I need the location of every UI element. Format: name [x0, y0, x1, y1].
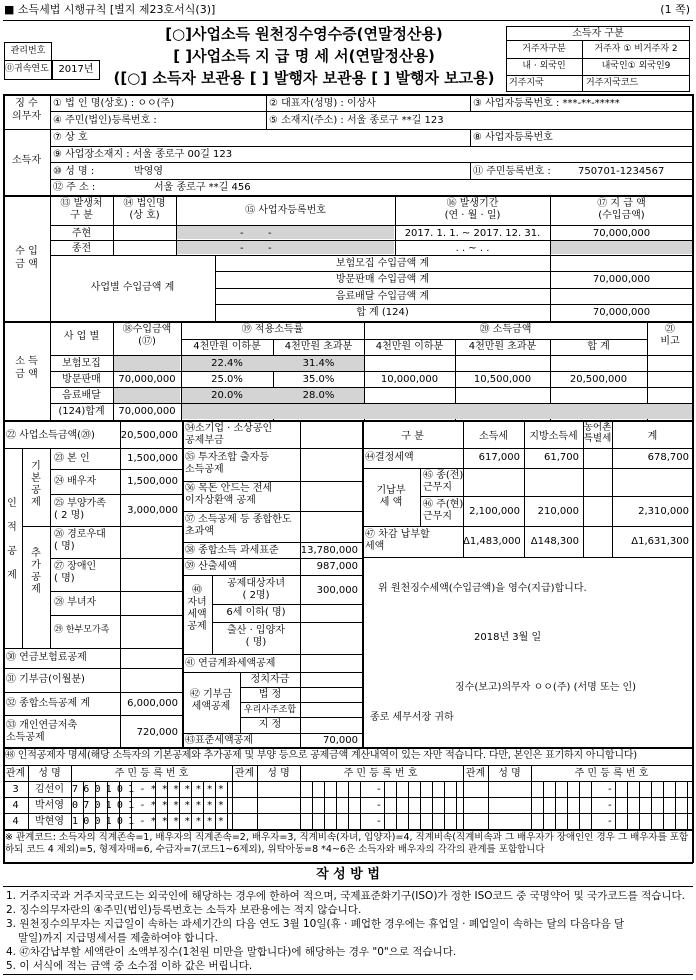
ourstock: 우리사주조합: [243, 705, 297, 715]
receipt-payer: 징수(보고)의무자 ㅇㅇ(주) (서명 또는 인): [455, 682, 637, 693]
foreign-label: 내 · 외국인: [522, 61, 566, 71]
dash: -: [240, 228, 244, 239]
col-h14: ⑭ 법인명 (상 호): [123, 198, 166, 221]
col-h21: ㉑ 비고: [660, 324, 680, 347]
col-h20a: 4천만원 이하분: [375, 341, 444, 352]
l25: ㉕ 부양가족 ( 2 명): [54, 498, 106, 521]
l28: ㉘ 부녀자: [54, 597, 97, 608]
l36: ㊱ 목돈 안드는 전세 이자상환액 공제: [185, 483, 273, 506]
col-h19: ⑲ 적용소득률: [241, 324, 304, 335]
instruction-item: 말일)까지 지급명세서를 제출하여야 합니다.: [18, 932, 219, 944]
l42: ㊷ 기부금 세액공제: [189, 689, 233, 712]
additional-deduction: 추 가 공 제: [31, 548, 41, 595]
dep-h-rel: 관계: [465, 768, 486, 779]
l23: ㉓ 본 인: [54, 453, 90, 464]
instruction-item: 1. 거주지국과 거주지국코드는 외국인에 해당하는 경우에 한하여 적으며, 국제표준화기구(ISO)가 정한 ISO코드 중 국명약어 및 국가코드를 적습니다.: [6, 890, 686, 902]
l47: ㊼ 차감 납부할 세액: [365, 529, 430, 552]
period-blank: . . ~ . .: [455, 243, 490, 254]
tax-row-rate1: 20.0%: [211, 390, 243, 401]
dep-h-id: 주 민 등 록 번 호: [343, 768, 418, 779]
tax-row-name: (124)합계: [58, 406, 105, 417]
dash: -: [268, 228, 272, 239]
tax-row-revenue: 70,000,000: [118, 374, 176, 385]
title-line-2: [ ]사업소득 지 급 명 세 서(연말정산용): [173, 47, 435, 65]
dep-dash: -: [377, 800, 381, 811]
v38: 13,780,000: [300, 545, 358, 556]
col-h16: ⑯ 발생기간 (연 · 월 · 일): [444, 198, 501, 221]
col-h19a: 4천만원 이하분: [193, 341, 261, 352]
h-local: 지방소득세: [529, 431, 578, 442]
l30: ㉚ 연금보험료공제: [6, 652, 87, 663]
current-amount: 70,000,000: [592, 228, 651, 239]
title-line-1: [○]사업소득 원천징수영수증(연말정산용): [165, 25, 443, 43]
dep-rel: 3: [12, 784, 19, 795]
l41: ㊶ 연금계좌세액공제: [185, 658, 276, 669]
birth-adoption: 출산 · 입양자 ( 명): [227, 625, 285, 648]
child-target: 공제대상자녀 ( 2명): [227, 578, 285, 601]
v47a: Δ1,483,000: [463, 536, 521, 547]
col-h13: ⑬ 발생처 구 분: [60, 198, 103, 221]
l39: ㊴ 산출세액: [185, 561, 237, 572]
v47b: Δ148,300: [530, 536, 579, 547]
tax-row-sum: 20,500,000: [569, 374, 628, 385]
dash: -: [268, 243, 272, 254]
earner-name-label: ⑩ 성 명 :: [53, 166, 95, 177]
instruction-item: 2. 징수의무자란의 ④주민(법인)등록번호는 소득자 보관용에는 적지 않습니다.: [6, 904, 362, 916]
tax-row-rate1: 22.4%: [211, 358, 243, 369]
dep-h-name: 성 명: [38, 768, 61, 779]
col-h18: ⑱수입금액 (⑰): [122, 324, 172, 347]
l33: ㉝ 개인연금저축 소득공제: [6, 720, 78, 743]
earner-name: 박영영: [134, 166, 163, 177]
l46: ㊻ 주(현) 근무지: [423, 499, 464, 522]
dash: -: [240, 243, 244, 254]
l44: ㊹결정세액: [365, 452, 414, 463]
title-line-3: ([○] 소득자 보관용 [ ] 발행자 보관용 [ ] 발행자 보고용): [113, 69, 495, 87]
tax-row-name: 방문판매: [62, 374, 101, 385]
insurance-revenue: 보험모집 수입금액 계: [335, 258, 430, 269]
earner-shop: ⑦ 상 호: [53, 132, 88, 143]
dependents-header: ㊽ 인적공제자 명세(해당 소득자의 기본공제와 추가공제 및 부양 등으로 공제금액 계산내역이 있는 자만 적습니다. 다만, 본인은 표기하지 아니합니다): [5, 750, 637, 761]
dairy-revenue: 음료배달 수입금액 계: [335, 291, 430, 302]
payer-biz-name: ① 법 인 명(상호) : ㅇㅇ(주): [53, 98, 175, 109]
col-h20: ⑳ 소득금액: [479, 324, 532, 335]
year-value: 2017년: [58, 64, 94, 75]
col-h20c: 합 계: [587, 341, 610, 352]
h-rural: 농어촌 특별세: [583, 422, 612, 444]
l32: ㉜ 종합소득공제 계: [6, 698, 90, 709]
dep-rel: 4: [12, 816, 19, 827]
tax-row-income2: 10,500,000: [473, 374, 532, 385]
v44a: 617,000: [478, 452, 520, 463]
form-header: ■ 소득세법 시행규칙 [별지 제23호서식(3)]: [4, 3, 216, 16]
dep-h-name: 성 명: [498, 768, 521, 779]
l27: ㉗ 장애인 ( 명): [54, 561, 97, 584]
v33: 720,000: [136, 727, 178, 738]
v43: 70,000: [323, 735, 358, 746]
v46a: 2,100,000: [469, 506, 520, 517]
page-number: (1 쪽): [660, 3, 690, 16]
v46d: 2,310,000: [638, 506, 689, 517]
dep-name: 박현영: [35, 816, 64, 827]
v44d: 678,700: [647, 452, 689, 463]
v24: 1,500,000: [127, 476, 178, 487]
instructions-title: 작 성 방 법: [316, 867, 380, 882]
dep-h-name: 성 명: [267, 768, 290, 779]
row-previous: 종전: [71, 243, 92, 254]
country-label: 거주지국: [509, 78, 544, 88]
paid-tax: 기납부 세 액: [376, 485, 406, 508]
l34: ㉞소기업 · 소상공인 공제부금: [185, 423, 273, 446]
year-label: ⓪귀속연도: [5, 64, 49, 74]
under6: 6세 이하( 명): [226, 607, 286, 618]
tax-section: 소 득 금 액: [15, 356, 38, 380]
dep-dash: -: [377, 784, 381, 795]
dep-h-rel: 관계: [5, 768, 26, 779]
dep-dash: -: [608, 816, 612, 827]
tax-row-rate2: 35.0%: [302, 374, 335, 385]
earner-addr: 서울 종로구 **길 456: [154, 182, 251, 193]
dep-id: 070101-*******: [72, 800, 230, 811]
dep-h-rel: 관계: [234, 768, 255, 779]
resident-label: 거주자구분: [522, 44, 566, 54]
l45: ㊺ 종(전) 근무지: [423, 470, 464, 493]
country-code-label: 거주지국코드: [586, 78, 639, 88]
payer-addr: ⑤ 소재지(주소) : 서울 종로구 **길 123: [269, 115, 444, 126]
tax-row-name: 음료배달: [62, 390, 101, 401]
resident-value: 거주자 ① 비거주자 2: [594, 44, 678, 54]
instruction-item: 5. 이 서식에 적는 금액 중 소수점 이하 값은 버립니다.: [6, 960, 253, 972]
instruction-item: 4. ㊼차감납부할 세액란이 소액부징수(1천원 미만을 말합니다)에 해당하는 경우 "0"으로 적습니다.: [6, 946, 457, 958]
col-h17: ⑰ 지 급 액 (수입금액): [597, 198, 646, 221]
earner-shop-addr: ⑨ 사업장소재지 : 서울 종로구 00길 123: [53, 149, 233, 160]
l31: ㉛ 기부금(이월분): [6, 674, 85, 685]
tax-row-rate2: 31.4%: [302, 358, 335, 369]
tax-row-revenue: 70,000,000: [118, 406, 176, 417]
basic-deduction: 기 본 공 제: [31, 461, 41, 508]
payer-reg-no: ③ 사업자등록번호 : ***-**-*****: [473, 98, 620, 109]
l37: ㊲ 소득공제 등 종합한도 초과액: [185, 514, 292, 537]
dep-h-id: 주 민 등 록 번 호: [114, 768, 189, 779]
tax-row-name: 보험모집: [62, 358, 101, 369]
v25: 3,000,000: [127, 505, 178, 516]
l26: ㉖ 경로우대 ( 명): [54, 529, 106, 552]
header-rule: [3, 20, 693, 21]
l29: ㉙ 한부모가족: [54, 625, 110, 635]
v22: 20,500,000: [120, 430, 178, 441]
dep-id: 760101-*******: [72, 784, 230, 795]
earner-addr-label: ⑫ 주 소 :: [53, 182, 96, 193]
period: 2017. 1. 1. ~ 2017. 12. 31.: [404, 228, 541, 239]
personal-deduction: 인 적 공 제: [7, 498, 17, 581]
political: 정치자금: [250, 674, 290, 685]
row-current: 주현: [71, 228, 92, 239]
payer-rep: ② 대표자(성명) : 이상사: [269, 98, 376, 109]
designated: 지 정: [258, 719, 282, 730]
earner-section: 소득자: [12, 155, 41, 166]
h-type: 구 분: [401, 431, 424, 442]
col-biz: 사 업 별: [63, 331, 100, 342]
v46b: 210,000: [537, 506, 579, 517]
l38: ㊳ 종합소득 과세표준: [185, 545, 279, 556]
l35: ㉟ 투자조합 출자등 소득공제: [185, 452, 269, 475]
col-h15: ⑮ 사업자등록번호: [245, 205, 326, 216]
dep-id: 100101-*******: [72, 816, 230, 827]
dep-rel: 4: [12, 800, 19, 811]
total-revenue: 합 계 (124): [356, 307, 409, 318]
income-section: 수 입 금 액: [15, 246, 38, 270]
tax-row-rate1: 25.0%: [211, 374, 243, 385]
v39: 987,000: [316, 561, 358, 572]
total-amount: 70,000,000: [592, 307, 651, 318]
receipt-office: 종로 세무서장 귀하: [370, 712, 454, 723]
biz-revenue-label: 사업별 수입금액 계: [90, 282, 175, 293]
v23: 1,500,000: [127, 453, 178, 464]
dep-dash: -: [608, 784, 612, 795]
income-type-title: 소득자 구분: [572, 28, 624, 39]
tax-row-rate2: 28.0%: [302, 390, 335, 401]
h-total: 계: [647, 431, 658, 442]
dep-h-id: 주 민 등 록 번 호: [574, 768, 649, 779]
instruction-item: 3. 원천징수의무자는 지급일이 속하는 과세기간의 다음 연도 3월 10일(휴 · 폐업한 경우에는 휴업일 · 폐업일이 속하는 달의 다음다음 달: [6, 918, 625, 930]
l24: ㉔ 배우자: [54, 476, 97, 487]
payer-corp-no: ④ 주민(법인)등록번호 :: [53, 115, 157, 126]
v40: 300,000: [316, 585, 358, 596]
tax-row-income1: 10,000,000: [380, 374, 439, 385]
dep-name: 박서영: [35, 800, 64, 811]
l40: ㊵ 자녀 세액 공제: [187, 585, 207, 632]
h-income: 소득세: [479, 431, 508, 442]
foreign-value: 내국인① 외국인9: [601, 61, 671, 71]
v32: 6,000,000: [127, 698, 178, 709]
earner-reg-no: ⑧ 사업자등록번호: [473, 132, 553, 143]
door-amount: 70,000,000: [592, 274, 651, 285]
door-revenue: 방문판매 수입금액 계: [335, 274, 430, 285]
v47d: Δ1,631,300: [631, 536, 689, 547]
dep-dash: -: [608, 800, 612, 811]
mgmt-no-label: 관리번호: [10, 46, 46, 56]
col-h20b: 4천만원 초과분: [468, 341, 537, 352]
l22: ㉒ 사업소득금액(⑳): [6, 430, 95, 441]
earner-id-label: ⑪ 주민등록번호 :: [473, 166, 551, 177]
payer-section: 징 수 의무자: [12, 98, 41, 122]
relation-code-note: ※ 관계코드: 소득자의 직계존속=1, 배우자의 직계존속=2, 배우자=3, 직계비속(자녀, 입양자)=4, 직계비속(직계비속과 그 배우자가 장애인인 경우 그 배우자를 포함하되 코드 4 제외)=5, 형제자매=6, 수급자=7(코드1~6제외), 위탁아동=8 *4~6은 소득자와 배우자의 각각의 관계를 포함합니다: [5, 832, 689, 856]
col-h19b: 4천만원 초과분: [284, 341, 353, 352]
receipt-date: 2018년 3월 일: [474, 632, 542, 643]
receipt-statement: 위 원천징수세액(수입금액)을 영수(지급)합니다.: [378, 583, 587, 594]
dep-dash: -: [377, 816, 381, 827]
v44b: 61,700: [544, 452, 579, 463]
dep-name: 김선이: [35, 784, 64, 795]
l43: ㊸표준세액공제: [185, 735, 253, 746]
statutory: 법 정: [258, 689, 282, 700]
earner-id: 750701-1234567: [578, 166, 665, 177]
